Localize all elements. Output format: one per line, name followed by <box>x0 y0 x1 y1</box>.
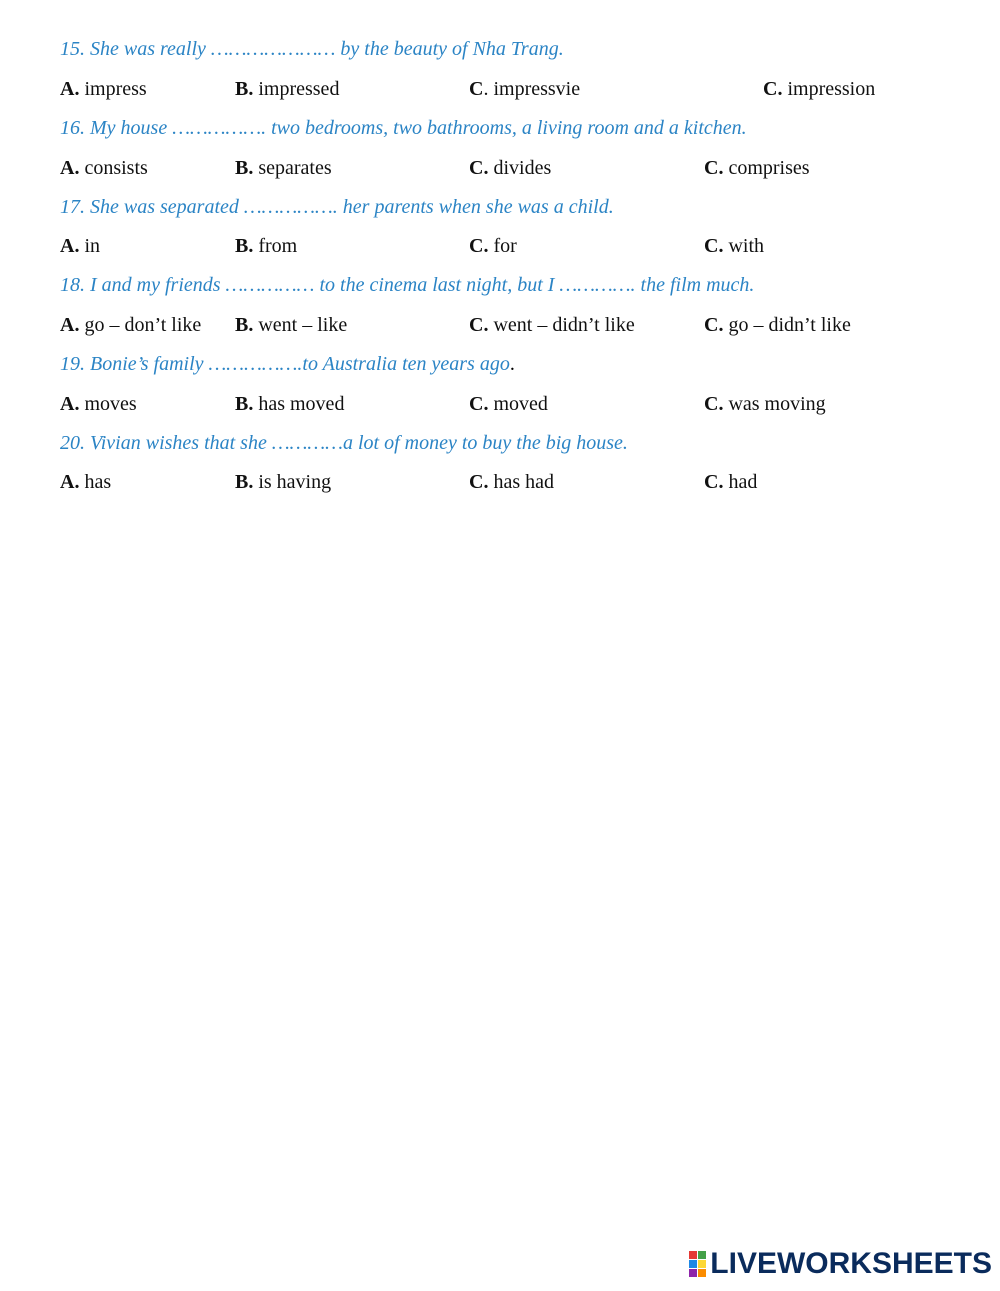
option-19-a[interactable]: A. moves <box>60 393 137 415</box>
question-15 <box>60 37 960 61</box>
option-16-c[interactable]: C. divides <box>469 157 552 179</box>
option-20-b[interactable]: B. is having <box>235 471 332 493</box>
option-20-a[interactable]: A. has <box>60 471 112 493</box>
question-18-text: 18. I and my friends …………… to the cinema last night, but I …………. the film much. <box>60 274 755 296</box>
option-19-b[interactable]: B. has moved <box>235 393 345 415</box>
question-18 <box>60 273 960 297</box>
liveworksheets-logo <box>689 1247 992 1281</box>
option-18-d[interactable]: C. go – didn’t like <box>704 314 851 336</box>
question-19: 19. Bonie’s family …………….to Australia ten years ago. <box>60 353 515 375</box>
option-17-c[interactable]: C. for <box>469 235 517 257</box>
option-15-d[interactable]: C. impression <box>763 78 876 100</box>
option-17-b[interactable]: B. from <box>235 235 298 257</box>
option-16-b[interactable]: B. separates <box>235 157 332 179</box>
option-20-d[interactable]: C. had <box>704 471 758 493</box>
question-19-text: 19. Bonie’s family …………….to Australia ten years ago <box>60 353 510 375</box>
brand-name: LIVEWORKSHEETS <box>710 1247 992 1280</box>
option-18-b[interactable]: B. went – like <box>235 314 348 336</box>
question-17 <box>60 195 960 219</box>
option-20-c[interactable]: C. has had <box>469 471 554 493</box>
option-15-a[interactable]: A. impress <box>60 78 147 100</box>
option-18-c[interactable]: C. went – didn’t like <box>469 314 635 336</box>
question-16 <box>60 116 960 140</box>
option-15-c[interactable]: C. impressvie <box>469 78 581 100</box>
liveworksheets-blocks-icon <box>689 1251 706 1277</box>
option-19-c[interactable]: C. moved <box>469 393 548 415</box>
option-15-b[interactable]: B. impressed <box>235 78 340 100</box>
question-20 <box>60 431 960 455</box>
option-17-a[interactable]: A. in <box>60 235 101 257</box>
option-16-d[interactable]: C. comprises <box>704 157 810 179</box>
question-17-text: 17. She was separated ……………. her parents when she was a child. <box>60 196 614 218</box>
question-20-text: 20. Vivian wishes that she …………a lot of money to buy the big house. <box>60 432 628 454</box>
question-15-text: 15. She was really ………………… by the beauty of Nha Trang. <box>60 38 564 60</box>
option-17-d[interactable]: C. with <box>704 235 765 257</box>
option-16-a[interactable]: A. consists <box>60 157 148 179</box>
option-18-a[interactable]: A. go – don’t like <box>60 314 202 336</box>
question-16-text: 16. My house ……………. two bedrooms, two bathrooms, a living room and a kitchen. <box>60 117 747 139</box>
option-19-d[interactable]: C. was moving <box>704 393 826 415</box>
